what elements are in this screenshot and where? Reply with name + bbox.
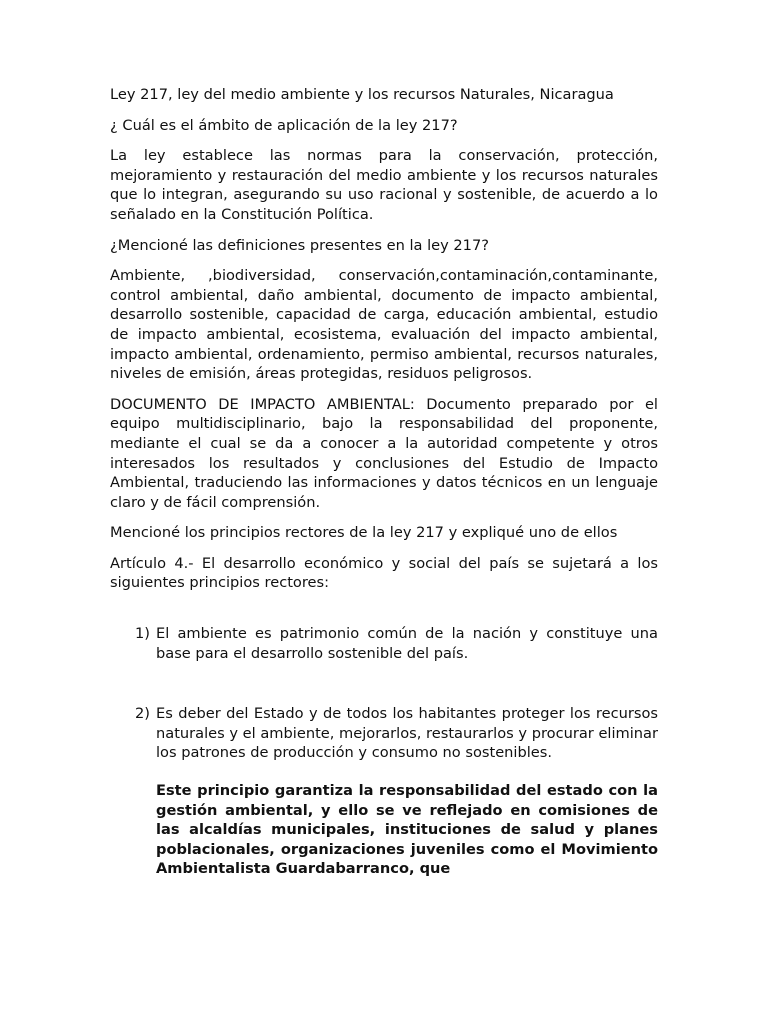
list-item-text: Es deber del Estado y de todos los habitantes proteger los recursos naturales y el ambiente, mejorarlos, restaurarlos y procurar eliminar los patrones de producción y consumo no sostenibles. <box>156 705 658 762</box>
article-paragraph: Artículo 4.- El desarrollo económico y social del país se sujetará a los siguientes principios rectores: <box>110 554 658 592</box>
list-number: 2) <box>135 705 150 723</box>
list-item <box>110 624 658 663</box>
principle-explanation: Este principio garantiza la responsabilidad del estado con la gestión ambiental, y ello se ve reflejado en comisiones de las alcaldías municipales, instituciones de salud y planes poblacionales, organizaciones juveniles como el Movimiento Ambientalista Guardabarranco, que <box>156 782 658 878</box>
document-title: Ley 217, ley del medio ambiente y los recursos Naturales, Nicaragua <box>110 86 614 103</box>
definition-paragraph: DOCUMENTO DE IMPACTO AMBIENTAL: Documento preparado por el equipo multidisciplinario, bajo la responsabilidad del proponente, mediante el cual se da a conocer a la autoridad competente y otros interesados los resultados y conclusiones del Estudio de Impacto Ambiental, traduciendo las informaciones y datos técnicos en un lenguaje claro y de fácil comprensión. <box>110 395 658 511</box>
list-number: 1) <box>135 625 150 643</box>
question-definitions: ¿Mencioné las definiciones presentes en la ley 217? <box>110 236 490 254</box>
answer-definitions: Ambiente, ,biodiversidad, conservación,contaminación,contaminante, control ambiental, daño ambiental, documento de impacto ambiental, desarrollo sostenible, capacidad de carga, educación ambiental, estudio de impacto ambiental, ecosistema, evaluación del impacto ambiental, impacto ambiental, ordenamiento, permiso ambiental, recursos naturales, niveles de emisión, áreas protegidas, residuos peligrosos. <box>110 267 658 383</box>
spacer <box>110 674 658 704</box>
question-scope: ¿ Cuál es el ámbito de aplicación de la ley 217? <box>110 116 458 134</box>
question-principles: Mencioné los principios rectores de la ley 217 y expliqué uno de ellos <box>110 524 618 542</box>
answer-scope: La ley establece las normas para la conservación, protección, mejoramiento y restauración del medio ambiente y los recursos naturales que lo integran, asegurando su uso racional y sostenible, de acuerdo a lo señalado en la Constitución Política. <box>110 147 658 223</box>
spacer <box>110 604 658 624</box>
list-item <box>110 704 658 763</box>
list-item-text: El ambiente es patrimonio común de la nación y constituye una base para el desarrollo sostenible del país. <box>156 625 658 662</box>
